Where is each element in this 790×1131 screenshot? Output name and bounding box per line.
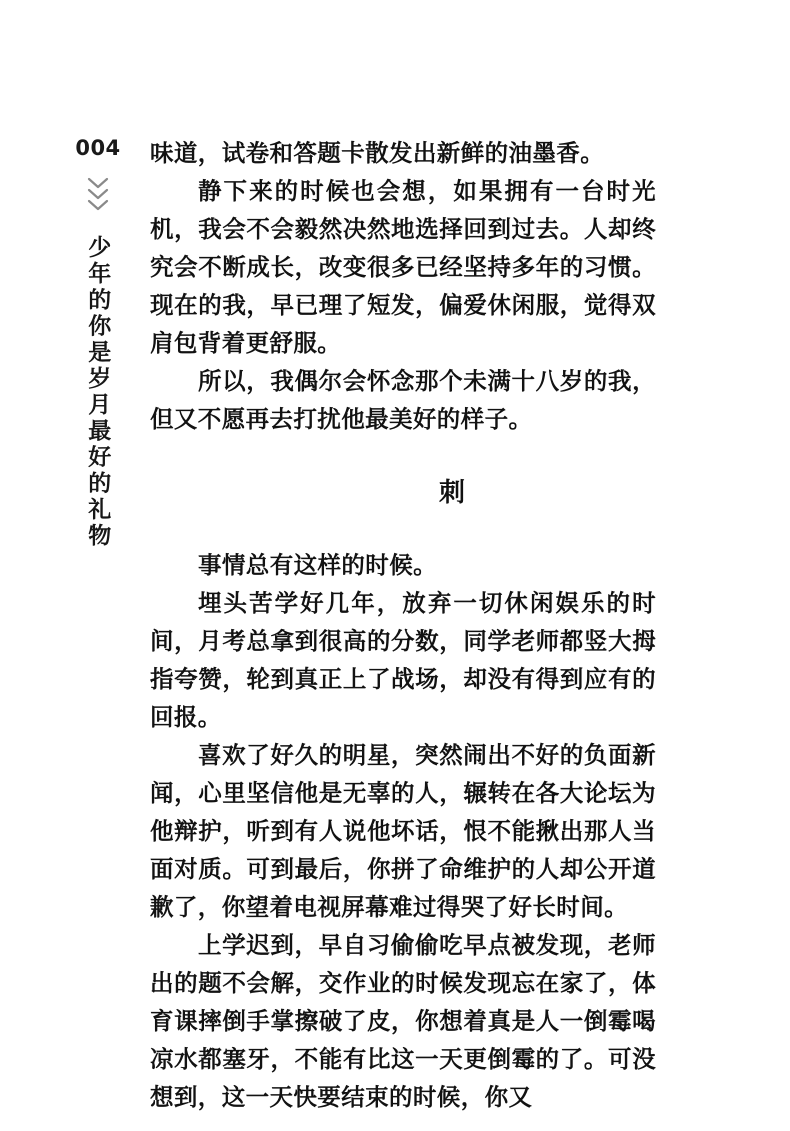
- paragraph: 所以，我偶尔会怀念那个未满十八岁的我，但又不愿再去打扰他最美好的样子。: [150, 367, 656, 433]
- triple-chevron-down-icon: [85, 175, 111, 217]
- paragraph: 味道，试卷和答题卡散发出新鲜的油墨香。: [150, 139, 605, 167]
- paragraph: 埋头苦学好几年，放弃一切休闲娱乐的时间，月考总拿到很高的分数，同学老师都竖大拇指夸赞，轮到真正上了战场，却没有得到应有的回报。: [150, 589, 656, 731]
- paragraph: 事情总有这样的时候。: [198, 551, 437, 579]
- paragraph: 喜欢了好久的明星，突然闹出不好的负面新闻，心里坚信他是无辜的人，辗转在各大论坛为他辩护，听到有人说他坏话，恨不能揪出那人当面对质。可到最后，你拼了命维护的人却公开道歉了，你望着电视屏幕难过得哭了好长时间。: [150, 741, 656, 921]
- paragraph: 上学迟到，早自习偷偷吃早点被发现，老师出的题不会解，交作业的时候发现忘在家了，体育课摔倒手掌擦破了皮，你想着真是人一倒霉喝凉水都塞牙，不能有比这一天更倒霉的了。可没想到，这一天快要结束的时候，你又: [150, 931, 656, 1111]
- vertical-running-title: 少年的你是岁月最好的礼物: [84, 234, 112, 550]
- section-heading: 刺: [438, 478, 465, 508]
- page-margin-block: [64, 138, 132, 549]
- page-number: 004: [75, 136, 121, 160]
- body-text-column: [150, 134, 656, 1116]
- paragraph: 静下来的时候也会想，如果拥有一台时光机，我会不会毅然决然地选择回到过去。人却终究会不断成长，改变很多已经坚持多年的习惯。现在的我，早已理了短发，偏爱休闲服，觉得双肩包背着更舒服。: [150, 177, 656, 357]
